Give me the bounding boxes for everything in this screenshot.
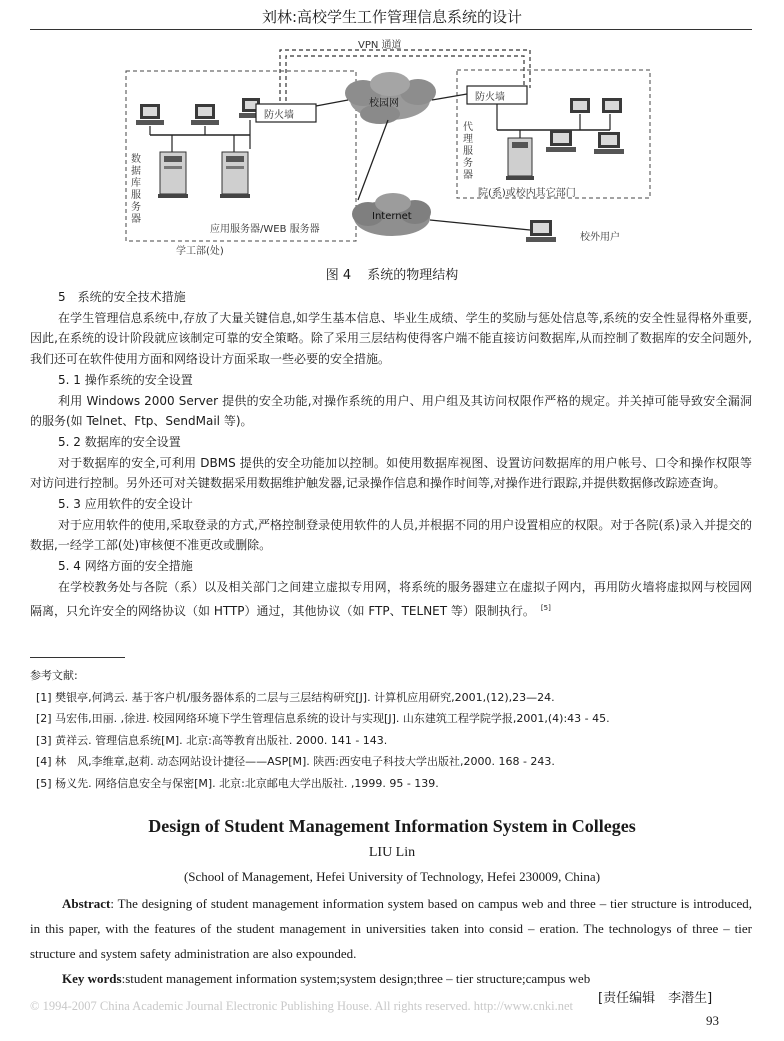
vpn-channel-label: VPN 通道 xyxy=(358,40,402,51)
section-5-2-paragraph: 对于数据库的安全,可利用 DBMS 提供的安全功能加以控制。如使用数据库视图、设置访问数据库的用户帐号、口令和操作权限等对访问进行控制。另外还可对关键数据采用数据维护触发器,记录操作信息和操作时间等,对操作进行跟踪,并提供数据修改踪迹查询。 xyxy=(30,455,752,491)
section-5-3-paragraph: 对于应用软件的使用,采取登录的方式,严格控制登录使用软件的人员,并根据不同的用户设置相应的权限。对于各院(系)录入并提交的数据,一经学工部(处)审核便不准更改或删除。 xyxy=(30,517,752,553)
offcampus-workstation xyxy=(526,220,556,242)
workstation-6 xyxy=(546,130,576,152)
figure-caption-text: 系统的物理结构 xyxy=(367,268,459,283)
references-title: 参考文献: xyxy=(30,669,78,682)
reference-item: [4] 林 风,李维章,赵莉. 动态网站设计捷径——ASP[M]. 陕西:西安电子科技大学出版社,2000. 168 - 243. xyxy=(36,755,555,768)
link-firewall-left-campus xyxy=(316,100,348,106)
workstation-4 xyxy=(570,98,590,113)
references xyxy=(30,665,752,794)
section-5-1-paragraph: 利用 Windows 2000 Server 提供的安全功能,对操作系统的用户、用户组及其访问权限作严格的规定。并关掉可能导致安全漏洞的服务(如 Telnet、Ftp、SendMail 等)。 xyxy=(30,393,752,429)
student-office-label: 学工部(处) xyxy=(176,246,224,257)
section-5-2-heading: 5. 2 数据库的安全设置 xyxy=(58,434,181,449)
firewall-left-label: 防火墙 xyxy=(264,110,294,121)
link-internet-offcampus xyxy=(430,220,530,230)
workstation-1 xyxy=(136,104,164,125)
workstation-2 xyxy=(191,104,219,125)
references-rule xyxy=(30,657,125,658)
abstract-text: : The designing of student management information system based on campus web and three – tier structure is introduced, in this paper, with the features of the student management in universities taken into consid – eration. The technologys of three – tier structure and system safety administration are also expounded. xyxy=(30,896,752,961)
campus-net-label: 校园网 xyxy=(369,98,399,109)
app-server-label: 应用服务器/WEB 服务器 xyxy=(210,224,320,235)
english-affiliation: (School of Management, Hefei University of Technology, Hefei 230009, China) xyxy=(183,869,601,884)
section-5-4-text: 在学校教务处与各院（系）以及相关部门之间建立虚拟专用网，将系统的服务器建立在虚拟子网内，再用防火墙将虚拟网与校园网隔离，只允许安全的网络协议（如 HTTP）通过，其他协议（如 FTP、TELNET 等）限制执行。 xyxy=(30,579,752,618)
section-5-3-heading: 5. 3 应用软件的安全设计 xyxy=(58,497,193,512)
abstract-label: Abstract xyxy=(62,896,111,911)
keywords-label: Key words xyxy=(62,971,122,986)
english-title: Design of Student Management Information System in Colleges xyxy=(148,816,636,836)
responsible-editor: [责任编辑 李潜生] xyxy=(598,991,713,1006)
english-abstract xyxy=(30,891,752,991)
section-5-paragraph: 在学生管理信息系统中,存放了大量关键信息,如学生基本信息、毕业生成绩、学生的奖励与惩处信息等,系统的安全性显得格外重要,因此,在系统的设计阶段就应该制定可靠的安全策略。除了采用三层结构使得客户端不能直接访问数据库,从而控制了数据库的安全问题外,我们还可在软件使用方面和网络设计方面采取一些必要的安全措施。 xyxy=(30,310,752,367)
reference-item: [5] 杨义先. 网络信息安全与保密[M]. 北京:北京邮电大学出版社. ,1999. 95 - 139. xyxy=(36,776,439,790)
running-header: 刘林:高校学生工作管理信息系统的设计 xyxy=(261,8,523,26)
citation-marker: [5] xyxy=(540,603,551,612)
section-5-1-heading: 5. 1 操作系统的安全设置 xyxy=(58,372,193,387)
reference-item: [2] 马宏伟,田丽. ,徐进. 校园网络环境下学生管理信息系统的设计与实现[J]. 山东建筑工程学院学报,2001,(4):43 - 45. xyxy=(36,712,610,725)
workstation-7 xyxy=(594,132,624,154)
internet-label: Internet xyxy=(372,211,412,222)
header-rule xyxy=(30,29,752,30)
reference-item: [1] 樊银亭,何鸿云. 基于客户机/服务器体系的二层与三层结构研究[J]. 计算机应用研究,2001,(12),23—24. xyxy=(36,690,555,704)
db-server-label: 数据库服务器 xyxy=(131,154,141,225)
workstation-5 xyxy=(602,98,622,113)
proxy-server-label: 代理服务器 xyxy=(463,122,473,181)
network-diagram xyxy=(110,34,670,262)
body-text xyxy=(30,287,752,621)
page-number: 93 xyxy=(706,1013,719,1028)
copyright-watermark: © 1994-2007 China Academic Journal Electronic Publishing House. All rights reserved. http://www.cnki.net xyxy=(30,999,573,1013)
section-5-4-heading: 5. 4 网络方面的安全措施 xyxy=(58,559,193,574)
app-server xyxy=(220,152,250,198)
keywords-text: :student management information system;system design;three – tier structure;campus web xyxy=(121,971,591,986)
section-5-heading: 5 系统的安全技术措施 xyxy=(58,290,186,304)
link-campus-firewall-right xyxy=(432,94,467,100)
firewall-right-label: 防火墙 xyxy=(475,92,505,103)
section-5-4-paragraph xyxy=(30,577,752,621)
figure-caption-number: 图 4 xyxy=(325,268,352,283)
offcampus-label: 校外用户 xyxy=(580,232,620,243)
english-author: LIU Lin xyxy=(368,845,416,860)
abstract-paragraph xyxy=(30,891,752,966)
departments-label: 院(系)或校内其它部门 xyxy=(478,188,576,199)
database-server xyxy=(158,152,188,198)
proxy-server xyxy=(506,138,534,180)
reference-item: [3] 黄祥云. 管理信息系统[M]. 北京:高等教育出版社. 2000. 141 - 143. xyxy=(36,733,388,747)
figure-caption xyxy=(0,264,784,283)
link-campus-internet xyxy=(358,120,388,200)
